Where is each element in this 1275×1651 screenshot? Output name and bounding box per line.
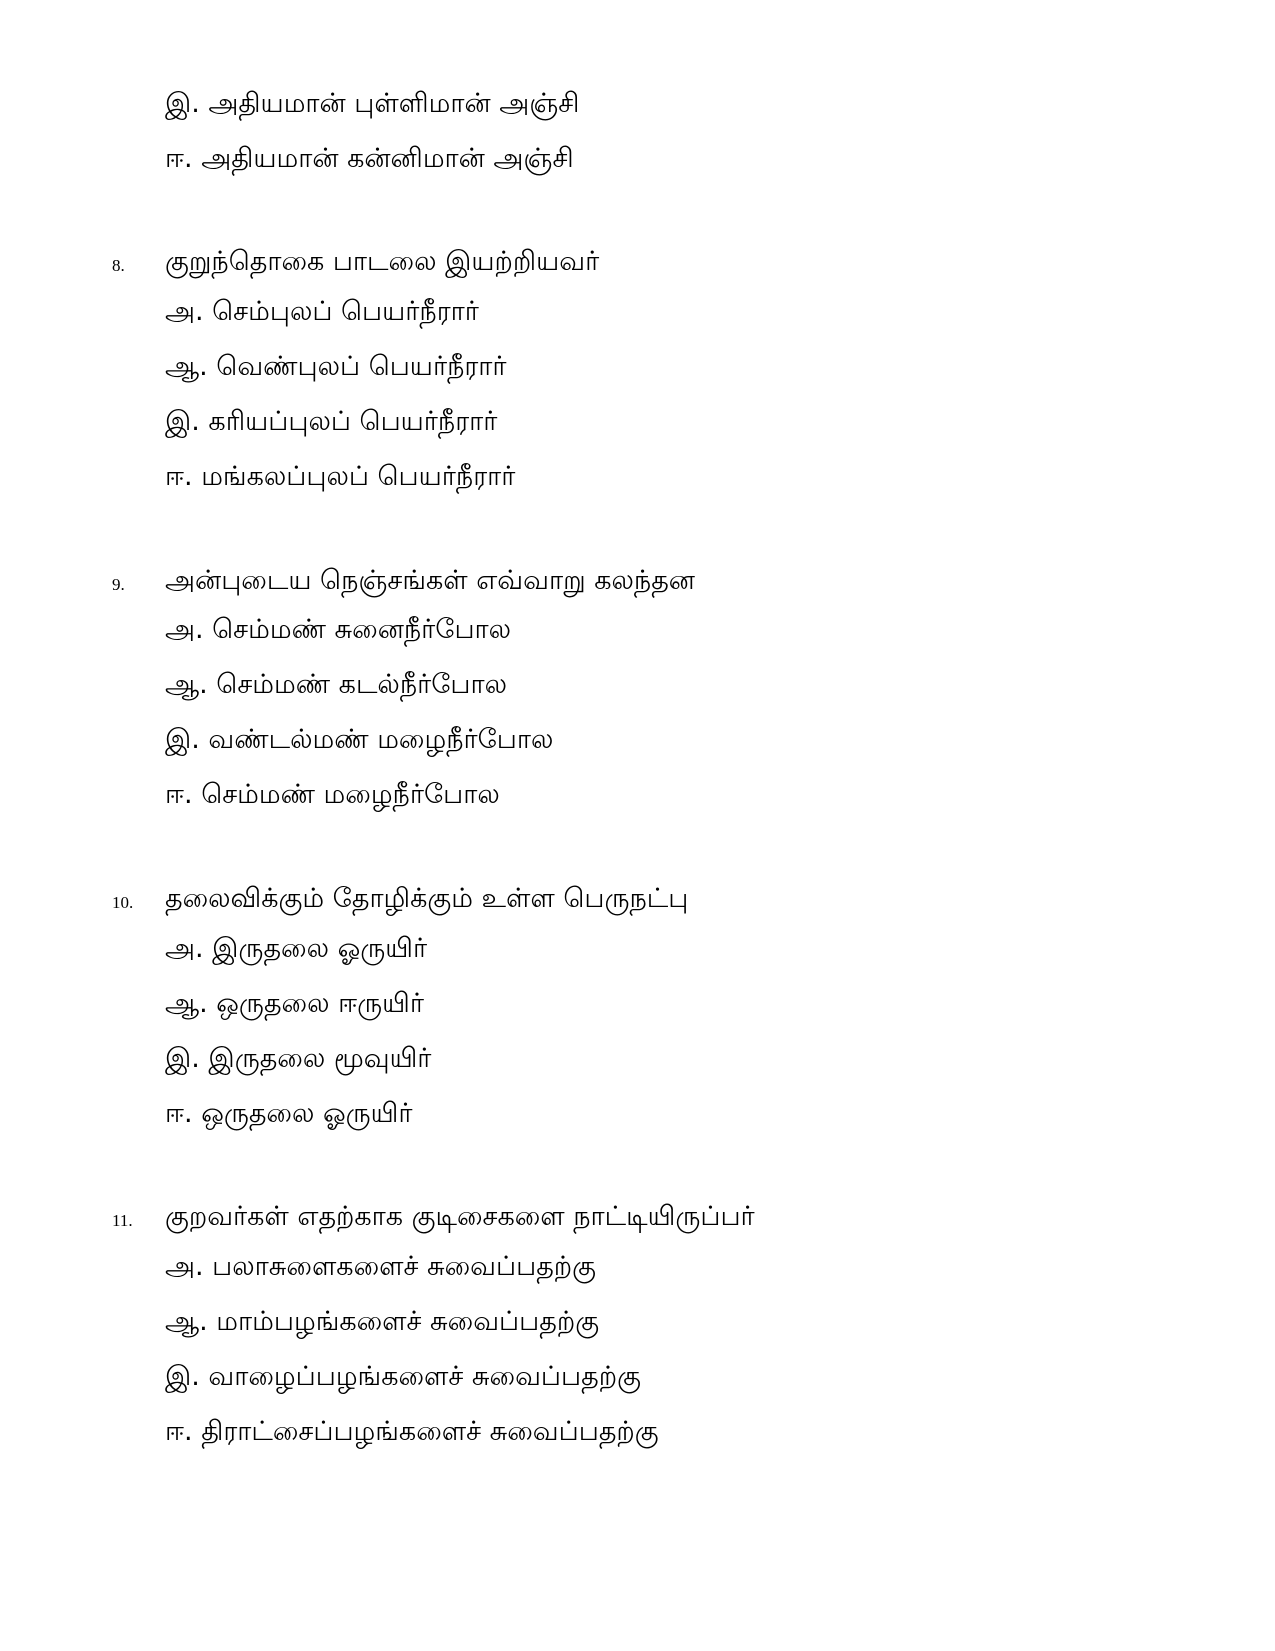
option-line: ஆ. மாம்பழங்களைச் சுவைப்பதற்கு [165, 1306, 600, 1337]
question-text: அன்புடைய நெஞ்சங்கள் எவ்வாறு கலந்தன [165, 565, 695, 596]
option-line: அ. செம்புலப் பெயர்நீரார் [165, 296, 479, 327]
option-line: ஈ. அதியமான் கன்னிமான் அஞ்சி [165, 143, 574, 174]
option-line: ஆ. வெண்புலப் பெயர்நீரார் [165, 351, 507, 382]
option-line: இ. இருதலை மூவுயிர் [165, 1043, 432, 1074]
question-text: குறவர்கள் எதற்காக குடிசைகளை நாட்டியிருப்பர் [165, 1201, 755, 1232]
option-line: இ. வாழைப்பழங்களைச் சுவைப்பதற்கு [165, 1361, 641, 1392]
option-line: ஈ. செம்மண் மழைநீர்போல [165, 779, 500, 810]
option-line: இ. அதியமான் புள்ளிமான் அஞ்சி [165, 88, 580, 119]
option-line: அ. இருதலை ஓருயிர் [165, 933, 428, 964]
option-line: ஈ. மங்கலப்புலப் பெயர்நீரார் [165, 461, 516, 492]
question-number: 9. [112, 575, 125, 594]
question-text: தலைவிக்கும் தோழிக்கும் உள்ள பெருநட்பு [165, 883, 689, 914]
option-line: இ. வண்டல்மண் மழைநீர்போல [165, 724, 554, 755]
question-number: 8. [112, 256, 125, 275]
option-line: ஆ. ஒருதலை ஈருயிர் [165, 988, 424, 1019]
option-line: ஈ. திராட்சைப்பழங்களைச் சுவைப்பதற்கு [165, 1416, 659, 1447]
question-text: குறுந்தொகை பாடலை இயற்றியவர் [165, 246, 600, 277]
option-line: அ. பலாசுளைகளைச் சுவைப்பதற்கு [165, 1251, 597, 1282]
option-line: இ. கரியப்புலப் பெயர்நீரார் [165, 406, 498, 437]
option-line: ஈ. ஒருதலை ஓருயிர் [165, 1098, 413, 1129]
option-line: ஆ. செம்மண் கடல்நீர்போல [165, 669, 508, 700]
question-number: 11. [112, 1211, 133, 1230]
question-number: 10. [112, 893, 134, 912]
option-line: அ. செம்மண் சுனைநீர்போல [165, 614, 512, 645]
